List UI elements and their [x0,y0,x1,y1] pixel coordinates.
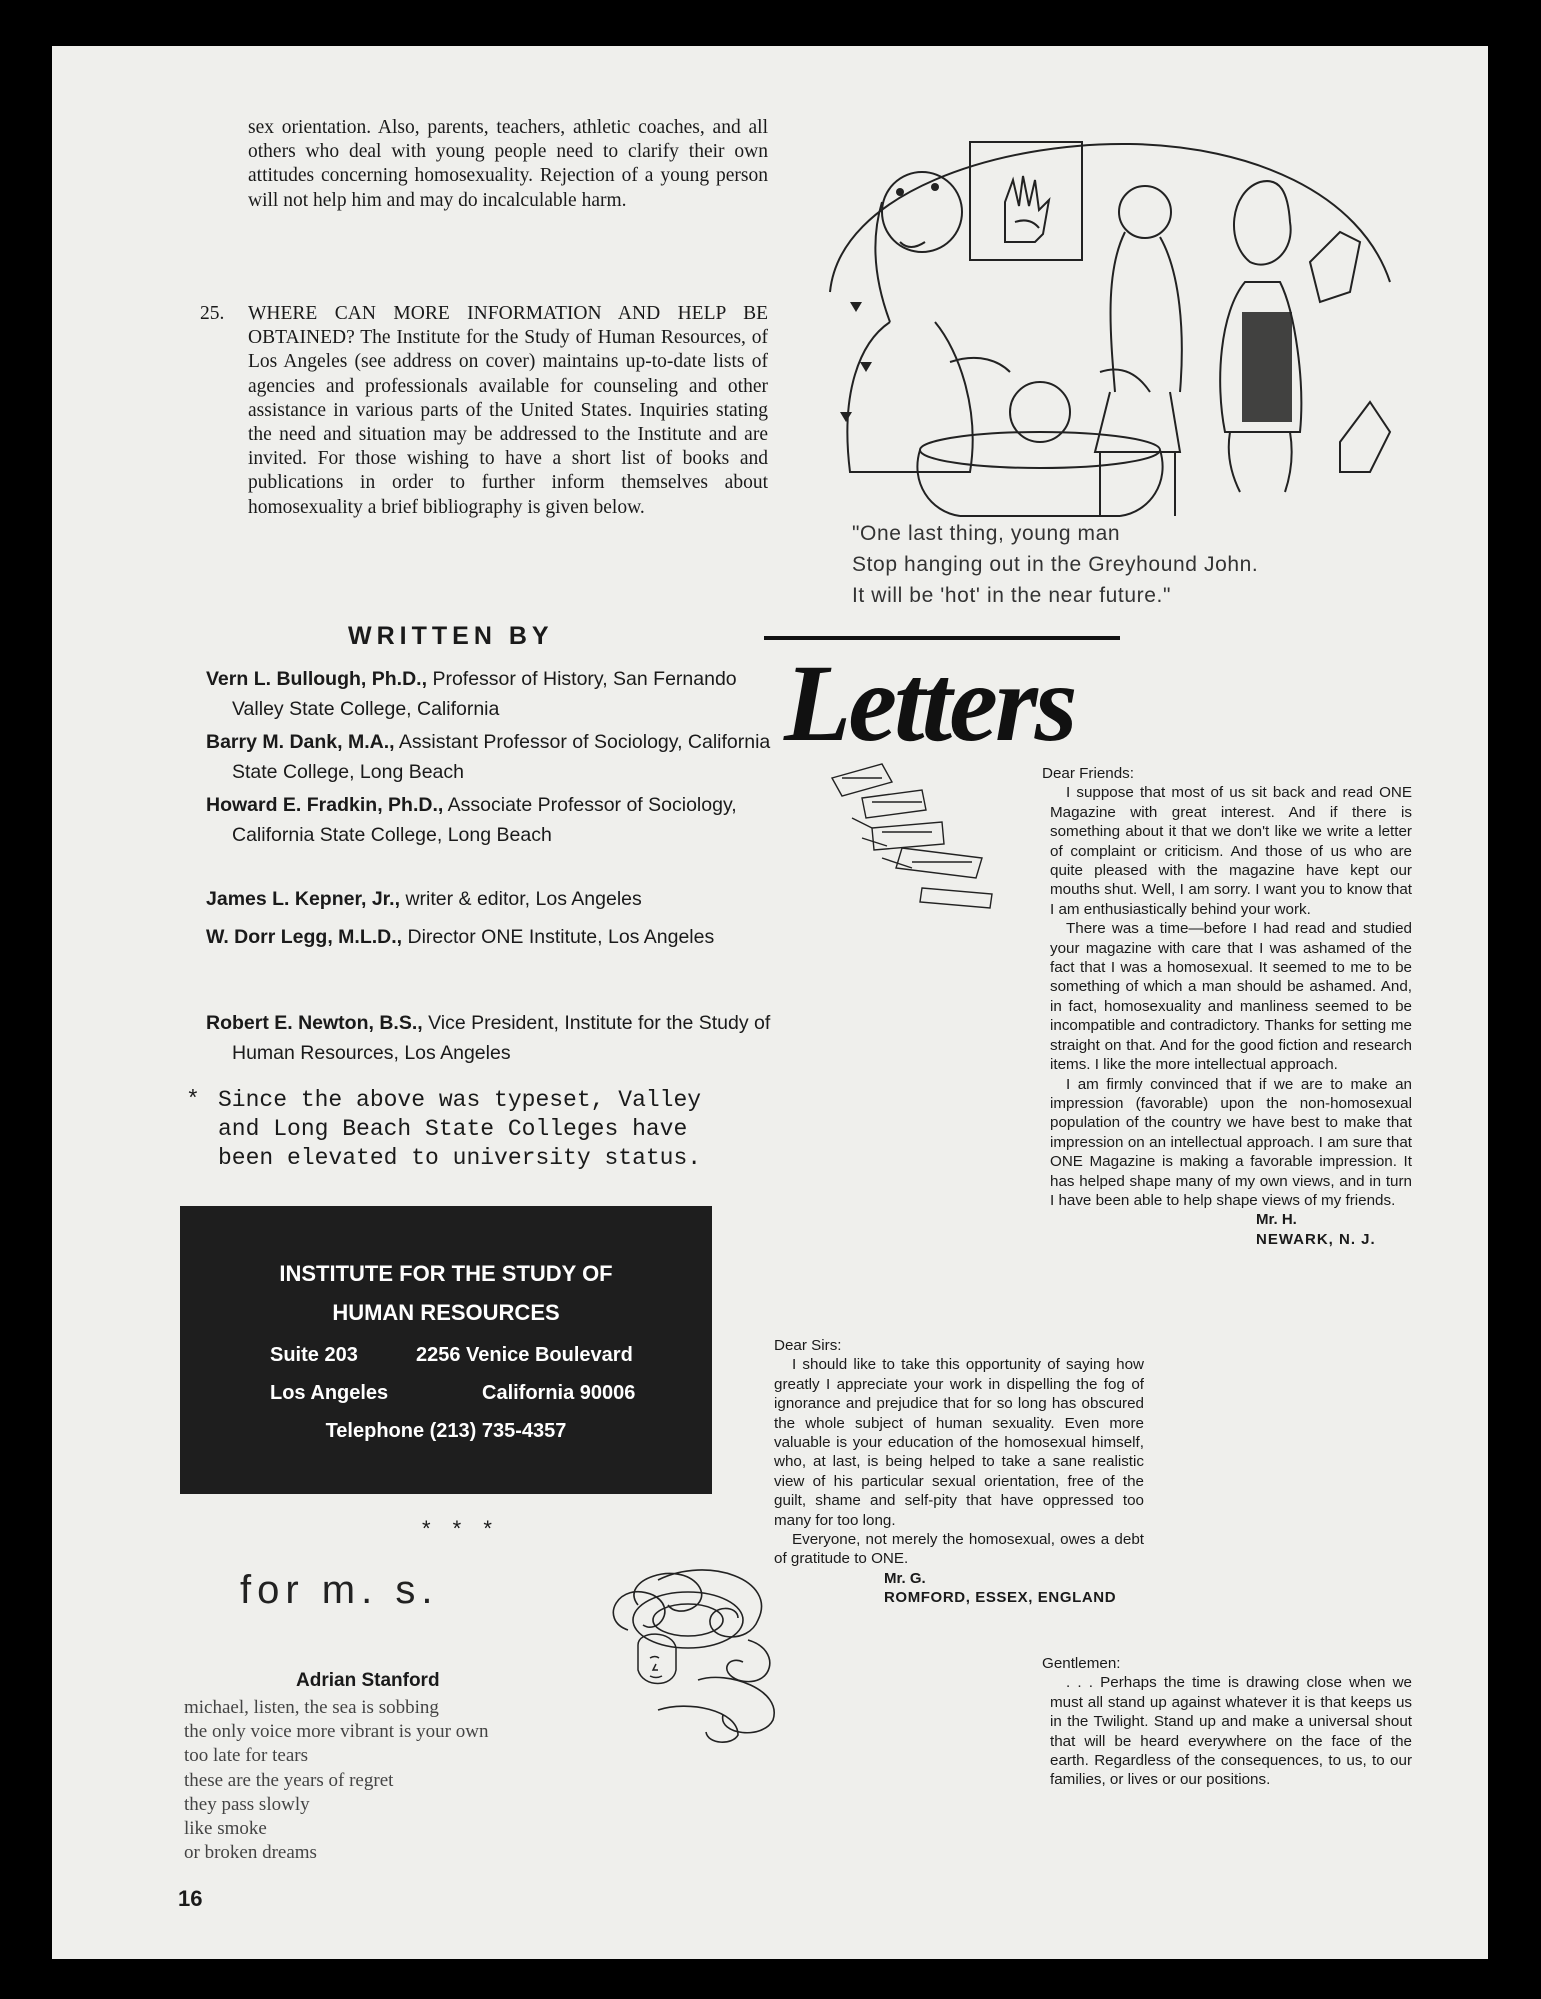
institute-ad-box [180,1206,712,1494]
author-role: Director ONE Institute, Los Angeles [407,926,715,948]
caption-line: It will be 'hot' in the near future." [852,584,1171,607]
letter-greeting: Dear Friends: [1042,765,1135,782]
letters-heading: Letters [784,642,1075,764]
institute-title-line: INSTITUTE FOR THE STUDY OF [279,1261,613,1286]
letter-location: ROMFORD, ESSEX, ENGLAND [884,1589,1117,1607]
intro-text: sex orientation. Also, parents, teachers, athletic coaches, and all others who deal with young people need to clarify their own attitudes concerning homosexuality. Rejection of a young person will not help him and may do incalculable harm. [248,117,768,211]
section-25-text: WHERE CAN MORE INFORMATION AND HELP BE OBTAINED? The Institute for the Study of Human Resources, of Los Angeles (see address on cover) maintains up-to-date lists of agencies and professionals available for counseling and other assistance in various parts of the United States. Inquiries stating the need and situation may be addressed to the Institute and are invited. For those wishing to have a short list of books and publications in order to further inform themselves about homosexuality a brief bibliography is given below. [248,303,768,518]
author-name: Howard E. Fradkin, Ph.D., [206,794,444,816]
author-name: W. Dorr Legg, M.L.D., [206,926,403,948]
letter-signature: Mr. G. [884,1569,926,1587]
fortune-teller-cartoon [800,132,1406,518]
poem-line: these are the years of regret [184,1769,394,1791]
institute-state-zip: California 90006 [482,1382,636,1404]
institute-telephone: Telephone (213) 735-4357 [325,1420,567,1442]
letter-greeting: Dear Sirs: [774,1337,842,1354]
institute-suite: Suite 203 [270,1344,358,1366]
author-entry [206,664,776,724]
poem-title: for m. s. [240,1568,439,1612]
letter-paragraph: Everyone, not merely the homosexual, owes a debt of gratitude to ONE. [774,1531,1144,1568]
page-number: 16 [178,1886,203,1911]
caption-line: Stop hanging out in the Greyhound John. [852,553,1259,576]
section-separator: * * * [422,1516,500,1541]
author-role: Vice President, Institute for the Study of Human Resources, Los Angeles [232,1012,771,1064]
letter-greeting: Gentlemen: [1042,1655,1121,1672]
author-entry [206,1008,776,1068]
note-line: and Long Beach State Colleges have [218,1116,688,1142]
author-role: Professor of History, San Fernando Valley State College, California [232,668,737,720]
author-name: Barry M. Dank, M.A., [206,731,395,753]
institute-city: Los Angeles [270,1382,389,1404]
section-25 [200,302,768,520]
letter-gentlemen [1042,1654,1412,1790]
institute-title-line: HUMAN RESOURCES [332,1300,560,1325]
institute-title [180,1254,712,1332]
magazine-page [52,46,1488,1959]
letter-location: NEWARK, N. J. [1256,1230,1376,1248]
institute-street: 2256 Venice Boulevard [416,1344,633,1366]
poem-line: too late for tears [184,1745,308,1767]
letter-paragraph: I suppose that most of us sit back and read ONE Magazine with great interest. And if there is something about it that we don't like we write a letter of complaint or criticism. And those of us who are quite pleased with the magazine have kept our mouths shut. Well, I am sorry. I want you to know that I am enthusiastically behind your work. [1050,784,1412,918]
letter-paragraph: . . . Perhaps the time is drawing close when we must all stand up against whatever it is that keeps us in the Twilight. Stand up and make a universal shout that will be heard everywhere on the face of the earth. Regardless of the consequences, to us, to our families, or lives or our positions. [1050,1674,1412,1789]
letter-romford [774,1336,1144,1608]
author-name: James L. Kepner, Jr., [206,888,401,910]
letter-paragraph: There was a time—before I had read and studied your magazine with care that I was ashamed of the fact that I was a homosexual. It seemed to me to be something of which a man should be ashamed. And, in fact, homosexuality and manliness seemed to be incompatible and contradictory. Thanks for setting me straight on that. And for the good fiction and research items. I like the more intellectual approach. [1050,920,1412,1074]
note-line: Since the above was typeset, Valley [218,1087,702,1113]
letter-paragraph: I am firmly convinced that if we are to make an impression (favorable) upon the non-homosexual population of the country we have best to make that impression on an intellectual approach. I am sure that ONE Magazine is making a favorable impression. It has helped shape many of my own views, and in turn I have been able to help shape views of my friends. [1050,1075,1412,1209]
letter-paragraph: I should like to take this opportunity of saying how greatly I appreciate your work in dispelling the fog of ignorance and prejudice that for so long has obscured the whole subject of human sexuality. Even more valuable is your education of the homosexual himself, who, at last, is being helped to take a sane realistic view of his particular sexual orientation, free of the guilt, shame and self-pity that have oppressed too many for too long. [774,1356,1144,1529]
author-entry [206,922,776,952]
poem-line: michael, listen, the sea is sobbing [184,1697,439,1718]
flying-letters-illustration [822,758,1022,918]
poem-line: like smoke [184,1818,267,1840]
author-name: Robert E. Newton, B.S., [206,1012,423,1034]
author-entry [206,727,776,787]
letter-signature: Mr. H. [1256,1211,1297,1229]
poem-line: the only voice more vibrant is your own [184,1721,489,1743]
author-role: Associate Professor of Sociology, California State College, Long Beach [232,794,737,846]
letter-newark [1042,764,1412,1249]
written-by-heading: WRITTEN BY [348,622,554,650]
poem-line: they pass slowly [184,1793,310,1815]
poem-line: or broken dreams [184,1842,317,1864]
note-line: been elevated to university status. [218,1145,702,1171]
author-role: Assistant Professor of Sociology, California State College, Long Beach [232,731,771,783]
author-entry [206,790,776,850]
section-number: 25. [200,303,225,324]
swirl-face-illustration [598,1560,788,1750]
author-name: Vern L. Bullough, Ph.D., [206,668,428,690]
poem-author: Adrian Stanford [296,1670,440,1691]
author-entry [206,884,776,914]
caption-line: "One last thing, young man [852,522,1121,545]
poem-body [184,1696,488,1865]
cartoon-caption [852,518,1258,611]
asterisk-marker: * [186,1087,200,1113]
intro-paragraph [248,116,768,213]
author-role: writer & editor, Los Angeles [405,888,642,910]
typeset-note [186,1086,776,1173]
